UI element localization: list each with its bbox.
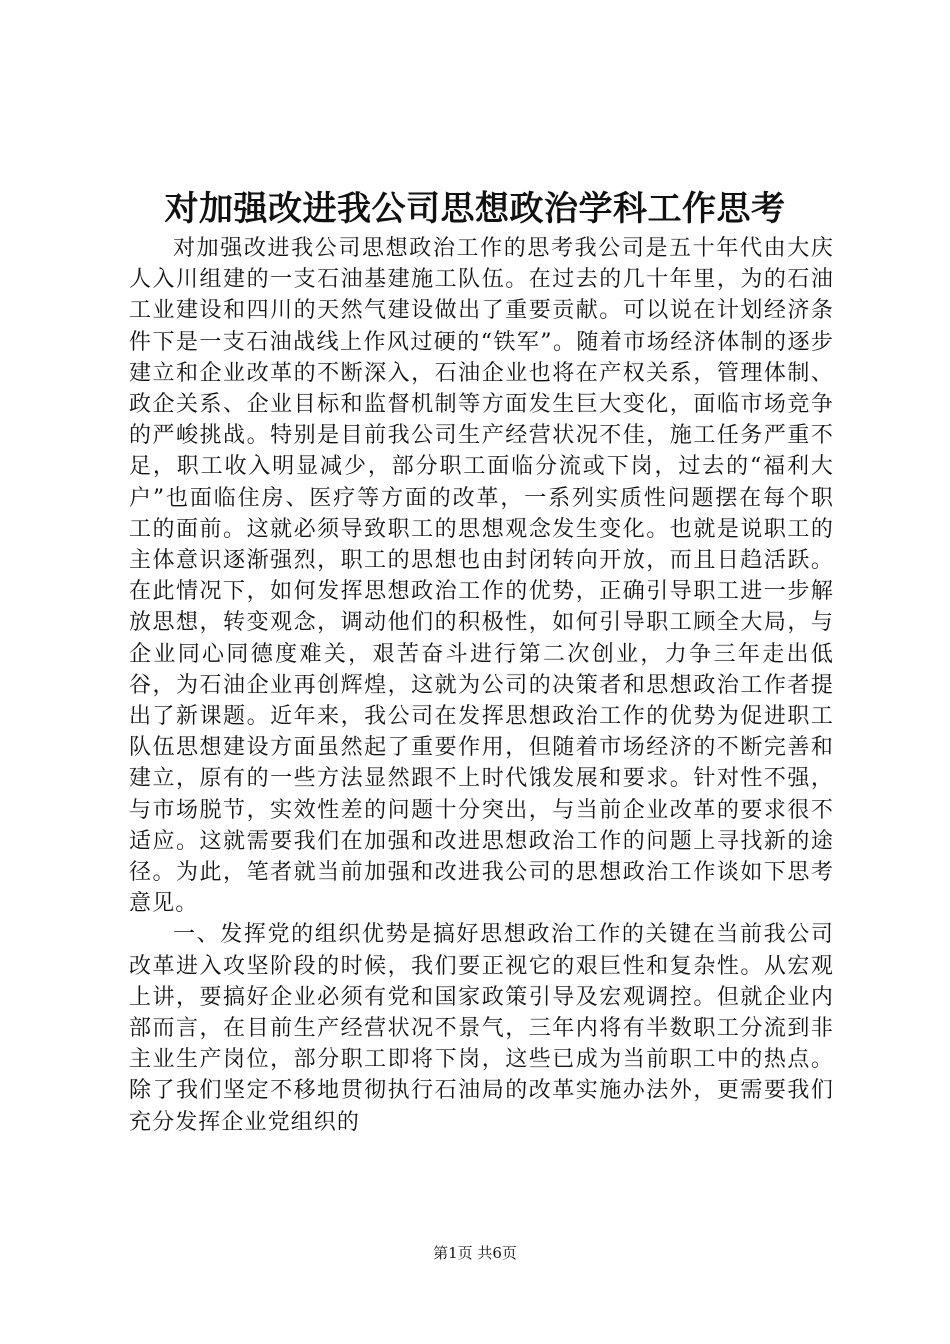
paragraph-1: 对加强改进我公司思想政治工作的思考我公司是五十年代由大庆人入川组建的一支石油基建施工队伍。在过去的几十年里，为的石油工业建设和四川的天然气建设做出了重要贡献。可以说在计划经济条件下是一支石油战线上作风过硬的“铁军”。随着市场经济体制的逐步建立和企业改革的不断深入，石油企业也将在产权关系，管理体制、政企关系、企业目标和监督机制等方面发生巨大变化，面临市场竞争的严峻挑战。特别是目前我公司生产经营状况不佳，施工任务严重不足，职工收入明显减少，部分职工面临分流或下岗，过去的“福利大户”也面临住房、医疗等方面的改革，一系列实质性问题摆在每个职工的面前。这就必须导致职工的思想观念发生变化。也就是说职工的主体意识逐渐强烈，职工的思想也由封闭转向开放，而且日趋活跃。在此情况下，如何发挥思想政治工作的优势，正确引导职工进一步解放思想，转变观念，调动他们的积极性，如何引导职工顾全大局，与企业同心同德度难关，艰苦奋斗进行第二次创业，力争三年走出低谷，为石油企业再创辉煌，这就为公司的决策者和思想政治工作者提出了新课题。近年来，我公司在发挥思想政治工作的优势为促进职工队伍思想建设方面虽然起了重要作用，但随着市场经济的不断完善和建立，原有的一些方法显然跟不上时代饿发展和要求。针对性不强，与市场脱节，实效性差的问题十分突出，与当前企业改革的要求很不适应。这就需要我们在加强和改进思想政治工作的问题上寻找新的途径。为此，笔者就当前加强和改进我公司的思想政治工作谈如下思考意见。	[129, 236, 834, 917]
page-number-footer: 第1页 共6页	[433, 1244, 517, 1262]
document-body	[129, 233, 834, 1138]
document-title: 对加强改进我公司思想政治学科工作思考	[164, 189, 786, 229]
paragraph-2: 一、发挥党的组织优势是搞好思想政治工作的关键在当前我公司改革进入攻坚阶段的时候，我们要正视它的艰巨性和复杂性。从宏观上讲，要搞好企业必须有党和国家政策引导及宏观调控。但就企业内部而言，在目前生产经营状况不景气，三年内将有半数职工分流到非主业生产岗位，部分职工即将下岗，这些已成为当前职工中的热点。除了我们坚定不移地贯彻执行石油局的改革实施办法外，更需要我们充分发挥企业党组织的	[129, 922, 834, 1135]
